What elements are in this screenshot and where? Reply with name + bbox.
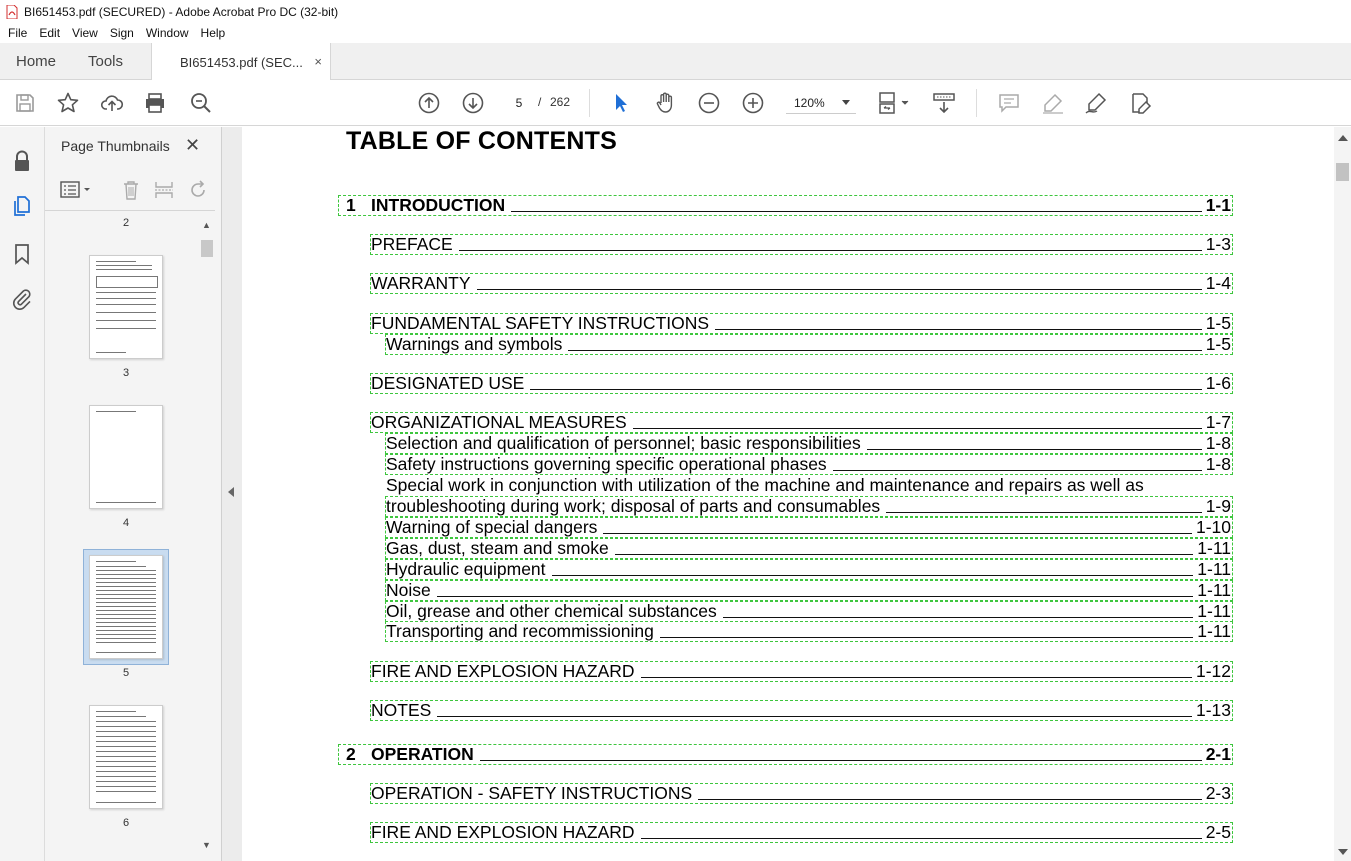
toc-entry[interactable] <box>371 661 1231 682</box>
toc-entry-label: WARRANTY <box>371 273 471 293</box>
toc-page-ref: 2-5 <box>1205 822 1231 842</box>
toc-leader-line <box>833 470 1202 471</box>
attachment-paperclip-icon[interactable] <box>10 287 34 311</box>
bookmark-icon[interactable] <box>10 242 34 266</box>
toolbar-divider <box>976 89 977 117</box>
tab-bar <box>0 43 1351 80</box>
zoom-level-select[interactable] <box>786 92 856 114</box>
toc-entry-label: Selection and qualification of personnel; basic responsibilities <box>386 433 861 453</box>
save-icon[interactable] <box>13 91 37 115</box>
toc-entry[interactable] <box>371 822 1231 843</box>
chevron-down-icon[interactable]: ▼ <box>202 840 211 850</box>
toc-leader-line <box>480 760 1202 761</box>
toc-entry[interactable] <box>386 334 1231 355</box>
toc-page-ref: 2-1 <box>1205 744 1231 764</box>
star-bookmark-icon[interactable] <box>56 91 80 115</box>
toc-leader-line <box>867 449 1202 450</box>
toc-page-ref: 1-8 <box>1205 433 1231 453</box>
toc-entry-label: Noise <box>386 580 431 600</box>
chevron-down-icon <box>842 100 850 105</box>
toc-entry[interactable] <box>386 517 1231 538</box>
thumbnail-page-4[interactable] <box>89 405 163 509</box>
next-page-icon[interactable] <box>461 91 485 115</box>
lock-icon[interactable] <box>10 149 34 173</box>
toc-leader-line <box>660 637 1193 638</box>
toc-leader-line <box>641 677 1192 678</box>
toc-section-number: 1 <box>346 195 356 215</box>
pdf-file-icon <box>6 5 18 19</box>
toc-entry[interactable] <box>386 454 1231 475</box>
menu-file[interactable]: File <box>8 26 28 40</box>
toc-leader-line <box>552 575 1194 576</box>
toc-page-ref: 1-6 <box>1205 373 1231 393</box>
edit-form-icon[interactable] <box>1128 91 1152 115</box>
toc-page-ref: 1-10 <box>1195 517 1231 537</box>
toc-leader-line <box>459 250 1202 251</box>
rotate-icon[interactable] <box>187 179 209 201</box>
toc-entry-label: OPERATION <box>371 744 474 764</box>
toc-page-ref: 1-11 <box>1197 601 1231 621</box>
toc-page-ref: 2-3 <box>1205 783 1231 803</box>
thumbnail-page-5[interactable] <box>89 555 163 659</box>
toc-page-ref: 1-5 <box>1205 313 1231 333</box>
title-bar <box>0 0 1351 23</box>
toc-page-ref: 1-9 <box>1205 496 1231 516</box>
toc-entry-label: PREFACE <box>371 234 453 254</box>
scroll-mode-icon[interactable] <box>932 91 956 115</box>
chevron-up-icon[interactable] <box>1338 135 1348 141</box>
toc-page-ref: 1-11 <box>1197 559 1231 579</box>
zoom-out-icon[interactable] <box>697 91 721 115</box>
page-separator: / <box>538 95 542 109</box>
zoom-level-value: 120% <box>794 95 825 110</box>
extract-pages-icon[interactable] <box>153 179 175 201</box>
toc-entry-label: ORGANIZATIONAL MEASURES <box>371 412 627 432</box>
toc-page-ref: 1-3 <box>1205 234 1231 254</box>
comment-icon[interactable] <box>997 91 1021 115</box>
menu-help[interactable]: Help <box>200 26 226 40</box>
thumbnail-page-label: 3 <box>122 367 130 379</box>
toc-page-ref: 1-11 <box>1197 580 1231 600</box>
close-tab-icon[interactable]: × <box>314 54 322 69</box>
thumbnail-page-6[interactable] <box>89 705 163 809</box>
menu-view[interactable]: View <box>72 26 98 40</box>
toc-page-ref: 1-11 <box>1197 621 1231 641</box>
toc-entry[interactable] <box>371 234 1231 255</box>
toc-heading: TABLE OF CONTENTS <box>346 127 617 155</box>
toc-leader-line <box>723 617 1194 618</box>
toc-page-ref: 1-11 <box>1197 538 1231 558</box>
toolbar-divider <box>589 89 590 117</box>
document-scroll-handle[interactable] <box>1336 163 1349 181</box>
toc-entry-label: FUNDAMENTAL SAFETY INSTRUCTIONS <box>371 313 710 333</box>
toc-page-ref: 1-5 <box>1205 334 1231 354</box>
tab-tools[interactable]: Tools <box>88 53 124 70</box>
toc-page-ref: 1-7 <box>1205 412 1231 432</box>
toc-entry[interactable] <box>371 783 1231 804</box>
toc-entry[interactable] <box>371 273 1231 294</box>
toc-entry-label: Safety instructions governing specific operational phases <box>386 454 827 474</box>
toc-entry-label: Gas, dust, steam and smoke <box>386 538 609 558</box>
toc-leader-line <box>886 512 1202 513</box>
toc-leader-line <box>603 533 1192 534</box>
toc-entry-label: Warnings and symbols <box>386 334 563 354</box>
thumbnail-page-label: 5 <box>122 667 130 679</box>
tab-document[interactable] <box>151 43 331 81</box>
toc-entry-label: Transporting and recommissioning <box>386 621 654 641</box>
toc-entry-label: INTRODUCTION <box>371 195 506 215</box>
thumbnail-toolbar <box>45 171 215 211</box>
toc-page-ref: 1-13 <box>1195 700 1231 720</box>
toc-page-ref: 1-8 <box>1205 454 1231 474</box>
menu-window[interactable]: Window <box>145 26 189 40</box>
window-title: BI651453.pdf (SECURED) - Adobe Acrobat Pro DC (32-bit) <box>24 4 339 19</box>
tab-document-label: BI651453.pdf (SEC... <box>180 54 303 70</box>
toc-entry[interactable] <box>371 373 1231 394</box>
delete-trash-icon[interactable] <box>120 179 142 201</box>
toc-entry[interactable] <box>386 433 1231 454</box>
menu-sign[interactable]: Sign <box>109 26 134 40</box>
highlight-pen-icon[interactable] <box>1041 91 1065 115</box>
menu-edit[interactable]: Edit <box>39 26 61 40</box>
document-view[interactable] <box>242 127 1334 861</box>
toc-entry[interactable] <box>346 195 1231 216</box>
toc-leader-line <box>641 838 1202 839</box>
page-thumbnails-icon[interactable] <box>10 194 34 218</box>
left-navigation-rail <box>0 127 45 861</box>
chevron-down-icon[interactable] <box>1338 849 1348 855</box>
toc-entry[interactable] <box>386 601 1231 622</box>
upload-cloud-icon[interactable] <box>100 91 124 115</box>
thumbnail-options-icon[interactable] <box>59 179 93 201</box>
toc-entry[interactable] <box>386 580 1231 601</box>
toc-entry[interactable] <box>386 559 1231 580</box>
toc-entry[interactable] <box>371 313 1231 334</box>
toc-leader-line <box>437 596 1194 597</box>
total-pages: 262 <box>550 95 571 109</box>
toc-section-number: 2 <box>346 744 356 764</box>
print-icon[interactable] <box>143 91 167 115</box>
thumbnail-page-label: 6 <box>122 817 130 829</box>
sign-pen-icon[interactable] <box>1084 91 1108 115</box>
close-panel-icon[interactable]: ✕ <box>185 135 201 155</box>
toc-leader-line <box>530 389 1201 390</box>
toc-leader-line <box>568 350 1201 351</box>
toc-entry-label: troubleshooting during work; disposal of parts and consumables <box>386 496 881 516</box>
menu-bar <box>0 23 1351 43</box>
toc-entry-label: FIRE AND EXPLOSION HAZARD <box>371 661 635 681</box>
toc-entry[interactable] <box>386 621 1231 642</box>
toc-entry-label-line1: Special work in conjunction with utilization of the machine and maintenance and repairs as well as <box>386 475 1144 495</box>
thumbnail-page-label: 4 <box>122 517 130 529</box>
toc-leader-line <box>615 554 1194 555</box>
toc-leader-line <box>477 289 1202 290</box>
toc-page-ref: 1-12 <box>1195 661 1231 681</box>
toc-entry-label: FIRE AND EXPLOSION HAZARD <box>371 822 635 842</box>
toc-entry-label: OPERATION - SAFETY INSTRUCTIONS <box>371 783 693 803</box>
toc-leader-line <box>437 716 1192 717</box>
page-number-input[interactable] <box>507 92 531 114</box>
toc-entry[interactable] <box>386 538 1231 559</box>
tab-home[interactable]: Home <box>16 53 57 70</box>
select-cursor-icon[interactable] <box>609 91 633 115</box>
hand-tool-icon[interactable] <box>653 91 677 115</box>
collapse-panel-handle[interactable] <box>222 127 242 861</box>
previous-page-icon[interactable] <box>417 91 441 115</box>
zoom-in-icon[interactable] <box>741 91 765 115</box>
toc-entry[interactable] <box>346 744 1231 765</box>
toc-page-ref: 1-4 <box>1205 273 1231 293</box>
document-scrollbar[interactable] <box>1334 127 1351 861</box>
page-thumbnails-panel <box>45 127 222 861</box>
panel-title: Page Thumbnails <box>61 138 170 154</box>
toc-entry-label: Oil, grease and other chemical substances <box>386 601 717 621</box>
chevron-left-icon <box>228 487 234 497</box>
zoom-search-icon[interactable] <box>189 91 213 115</box>
thumbnail-page-label: 2 <box>122 217 130 229</box>
toc-entry[interactable] <box>371 412 1231 433</box>
toc-entry-label: NOTES <box>371 700 432 720</box>
chevron-up-icon[interactable]: ▲ <box>202 220 211 230</box>
toc-entry-label: DESIGNATED USE <box>371 373 525 393</box>
thumbnail-scrollbar[interactable] <box>200 220 214 850</box>
toc-entry[interactable] <box>386 496 1231 517</box>
main-toolbar <box>0 80 1351 126</box>
thumbnail-page-3[interactable] <box>89 255 163 359</box>
toc-page-ref: 1-1 <box>1205 195 1231 215</box>
toc-leader-line <box>633 428 1202 429</box>
toc-entry-label: Warning of special dangers <box>386 517 598 537</box>
toc-entry-label: Hydraulic equipment <box>386 559 546 579</box>
fit-page-icon[interactable] <box>877 91 913 115</box>
toc-entry[interactable] <box>371 700 1231 721</box>
thumbnail-scroll-handle[interactable] <box>201 240 213 257</box>
toc-leader-line <box>715 329 1202 330</box>
toc-leader-line <box>698 799 1202 800</box>
toc-leader-line <box>511 211 1202 212</box>
